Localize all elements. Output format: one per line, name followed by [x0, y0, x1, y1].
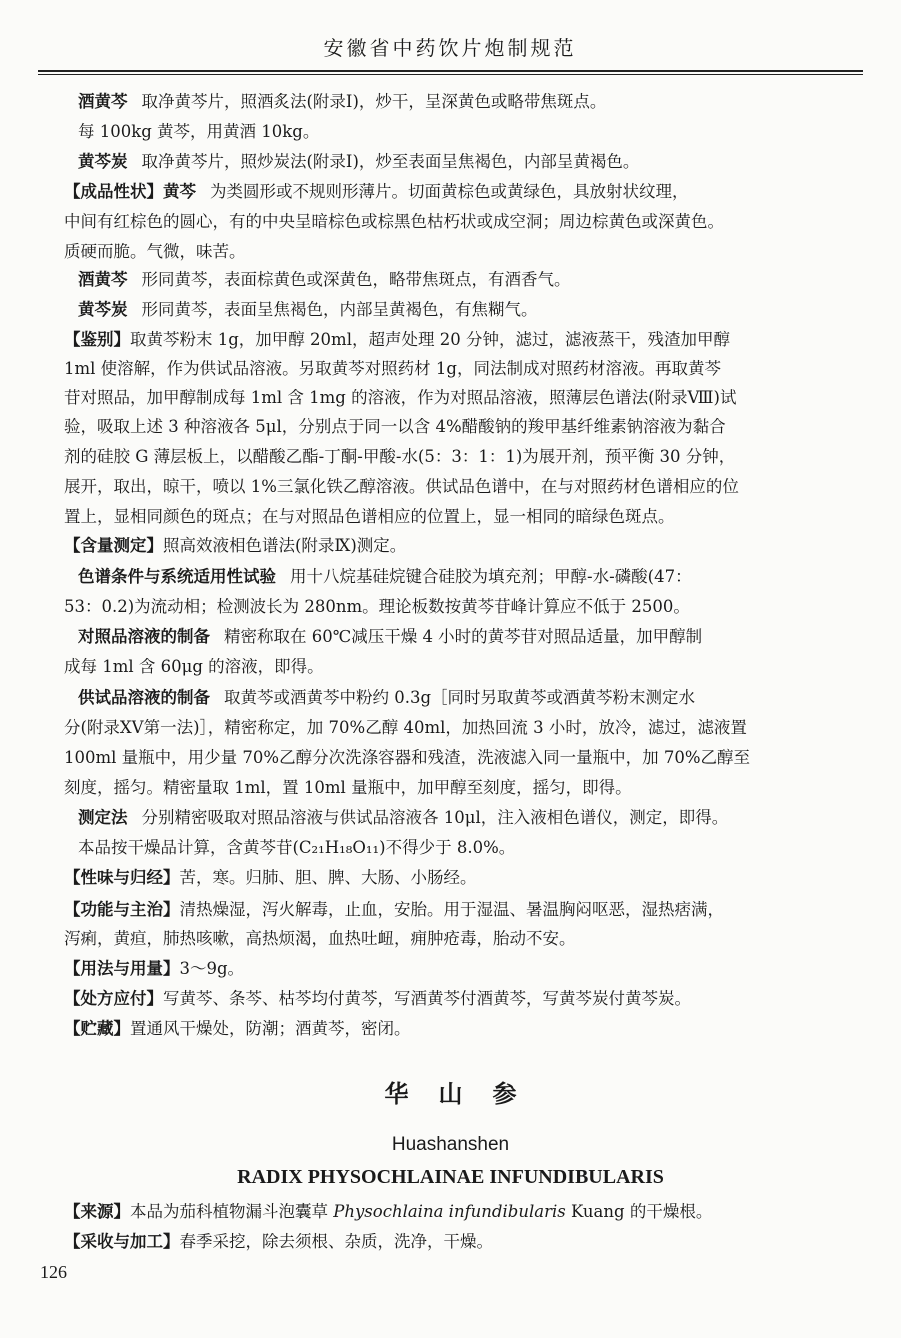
line-text: 分别精密吸取对照品溶液与供试品溶液各 10μl，注入液相色谱仪，测定，即得。	[141, 808, 729, 827]
line-text: 置上，显相同颜色的斑点；在与对照品色谱相应的位置上，显一相同的暗绿色斑点。	[64, 507, 675, 526]
line-text: 泻痢，黄疸，肺热咳嗽，高热烦渴，血热吐衄，痈肿疮毒，胎动不安。	[64, 929, 576, 948]
line-label: 【功能与主治】	[64, 900, 180, 919]
line-text: 53：0.2)为流动相；检测波长为 280nm。理论板数按黄芩苷峰计算应不低于 2500。	[64, 597, 690, 616]
line-label: 【来源】	[64, 1202, 130, 1221]
text-line	[64, 357, 840, 381]
text-line	[64, 475, 840, 499]
line-label: 【鉴别】	[64, 330, 130, 349]
text-line	[64, 505, 840, 529]
line-text: 3～9g。	[179, 959, 245, 978]
text-line	[78, 625, 840, 649]
text-line	[64, 328, 840, 352]
text-line	[64, 595, 840, 619]
header-rule-thin	[38, 74, 863, 75]
line-text: 为类圆形或不规则形薄片。切面黄棕色或黄绿色，具放射状纹理，	[210, 182, 689, 201]
text-line	[64, 210, 840, 234]
line-text: 形同黄芩，表面呈焦褐色，内部呈黄褐色，有焦糊气。	[141, 300, 538, 319]
running-header: 安徽省中药饮片炮制规范	[323, 36, 577, 60]
line-label: 【成品性状】黄芩	[64, 182, 196, 201]
line-text: 1ml 使溶解，作为供试品溶液。另取黄芩对照药材 1g，同法制成对照药材溶液。再取黄芩	[64, 359, 721, 378]
text-line	[64, 866, 840, 890]
text-line	[78, 298, 840, 322]
line-text: 春季采挖，除去须根、杂质，洗净，干燥。	[179, 1232, 493, 1251]
text-line	[78, 806, 840, 830]
text-line	[78, 565, 840, 589]
line-label: 酒黄芩	[78, 270, 128, 289]
text-line	[64, 746, 840, 770]
text-line	[64, 386, 840, 410]
text-line	[64, 534, 840, 558]
line-text: 取净黄芩片，照炒炭法(附录Ⅰ)，炒至表面呈焦褐色，内部呈黄褐色。	[141, 152, 640, 171]
line-text: 中间有红棕色的圆心，有的中央呈暗棕色或棕黑色枯朽状或成空洞；周边棕黄色或深黄色。	[64, 212, 724, 231]
line-label: 黄芩炭	[78, 152, 128, 171]
species-name: Physochlaina infundibularis	[333, 1202, 566, 1221]
text-line	[64, 927, 840, 951]
header-rule-thick	[38, 70, 863, 72]
line-text: 苦，寒。归肺、胆、脾、大肠、小肠经。	[179, 868, 477, 887]
line-text: 验，吸取上述 3 种溶液各 5μl，分别点于同一以含 4%醋酸钠的羧甲基纤维素钠溶液为黏合	[64, 417, 726, 436]
text-line	[64, 716, 840, 740]
text-line	[64, 1017, 840, 1041]
page-number: 126	[40, 1262, 67, 1282]
line-label: 【采收与加工】	[64, 1232, 180, 1251]
line-text: 展开，取出，晾干，喷以 1%三氯化铁乙醇溶液。供试品色谱中，在与对照药材色谱相应的位	[64, 477, 739, 496]
line-text: 写黄芩、条芩、枯芩均付黄芩，写酒黄芩付酒黄芩，写黄芩炭付黄芩炭。	[163, 989, 691, 1008]
line-text: 取黄芩或酒黄芩中粉约 0.3g［同时另取黄芩或酒黄芩粉末测定水	[224, 688, 696, 707]
line-text: 形同黄芩，表面棕黄色或深黄色，略带焦斑点，有酒香气。	[141, 270, 571, 289]
line-text: 取净黄芩片，照酒炙法(附录Ⅰ)，炒干，呈深黄色或略带焦斑点。	[141, 92, 607, 111]
line-label: 供试品溶液的制备	[78, 688, 210, 707]
line-label: 【贮藏】	[64, 1019, 130, 1038]
monograph-title: 华山参	[384, 1080, 547, 1108]
line-label: 对照品溶液的制备	[78, 627, 210, 646]
text-line	[64, 415, 840, 439]
text-line	[78, 836, 840, 860]
line-text: 用十八烷基硅烷键合硅胶为填充剂；甲醇-水-磷酸(47：	[290, 567, 692, 586]
text-line	[64, 987, 840, 1011]
text-line	[78, 268, 840, 292]
line-text: 刻度，摇匀。精密量取 1ml，置 10ml 量瓶中，加甲醇至刻度，摇匀，即得。	[64, 778, 632, 797]
text-line	[64, 957, 840, 981]
line-text: 置通风干燥处，防潮；酒黄芩，密闭。	[130, 1019, 411, 1038]
text-line	[78, 150, 840, 174]
line-text: Kuang 的干燥根。	[565, 1202, 713, 1221]
line-label: 【性味与归经】	[64, 868, 180, 887]
line-text: 剂的硅胶 G 薄层板上，以醋酸乙酯-丁酮-甲酸-水(5：3：1：1)为展开剂，预平衡 30 分钟，	[64, 447, 736, 466]
line-label: 【含量测定】	[64, 536, 163, 555]
line-text: 本品按干燥品计算，含黄芩苷(C₂₁H₁₈O₁₁)不得少于 8.0%。	[78, 838, 516, 857]
text-line	[78, 120, 840, 144]
line-text: 精密称取在 60℃减压干燥 4 小时的黄芩苷对照品适量，加甲醇制	[224, 627, 703, 646]
text-line	[64, 776, 840, 800]
line-text: 每 100kg 黄芩，用黄酒 10kg。	[78, 122, 320, 141]
text-line	[64, 1230, 840, 1254]
line-text: 分(附录ⅩⅤ第一法)］，精密称定，加 70%乙醇 40ml，加热回流 3 小时，放冷，滤过，滤液置	[64, 718, 747, 737]
text-line	[64, 445, 840, 469]
text-line	[64, 655, 840, 679]
line-label: 色谱条件与系统适用性试验	[78, 567, 276, 586]
line-text: 本品为茄科植物漏斗泡囊草	[130, 1202, 334, 1221]
text-line	[78, 90, 840, 114]
line-text: 成每 1ml 含 60μg 的溶液，即得。	[64, 657, 324, 676]
text-line	[64, 240, 840, 264]
text-line	[64, 898, 840, 922]
text-line	[64, 1200, 840, 1224]
line-label: 【用法与用量】	[64, 959, 180, 978]
line-label: 测定法	[78, 808, 128, 827]
line-text: 清热燥湿，泻火解毒，止血，安胎。用于湿温、暑温胸闷呕恶，湿热痞满，	[179, 900, 724, 919]
line-text: 照高效液相色谱法(附录Ⅸ)测定。	[163, 536, 407, 555]
line-label: 酒黄芩	[78, 92, 128, 111]
monograph-pinyin: Huashanshen	[391, 1134, 510, 1155]
line-label: 黄芩炭	[78, 300, 128, 319]
monograph-latin-name: RADIX PHYSOCHLAINAE INFUNDIBULARIS	[237, 1166, 664, 1188]
line-text: 取黄芩粉末 1g，加甲醇 20ml，超声处理 20 分钟，滤过，滤液蒸干，残渣加甲醇	[130, 330, 730, 349]
line-text: 苷对照品，加甲醇制成每 1ml 含 1mg 的溶液，作为对照品溶液，照薄层色谱法(附录Ⅷ)试	[64, 388, 737, 407]
line-text: 质硬而脆。气微，味苦。	[64, 242, 246, 261]
line-label: 【处方应付】	[64, 989, 163, 1008]
line-text: 100ml 量瓶中，用少量 70%乙醇分次洗涤容器和残渣，洗液滤入同一量瓶中，加 70%乙醇至	[64, 748, 750, 767]
text-line	[78, 686, 840, 710]
text-line	[64, 180, 840, 204]
